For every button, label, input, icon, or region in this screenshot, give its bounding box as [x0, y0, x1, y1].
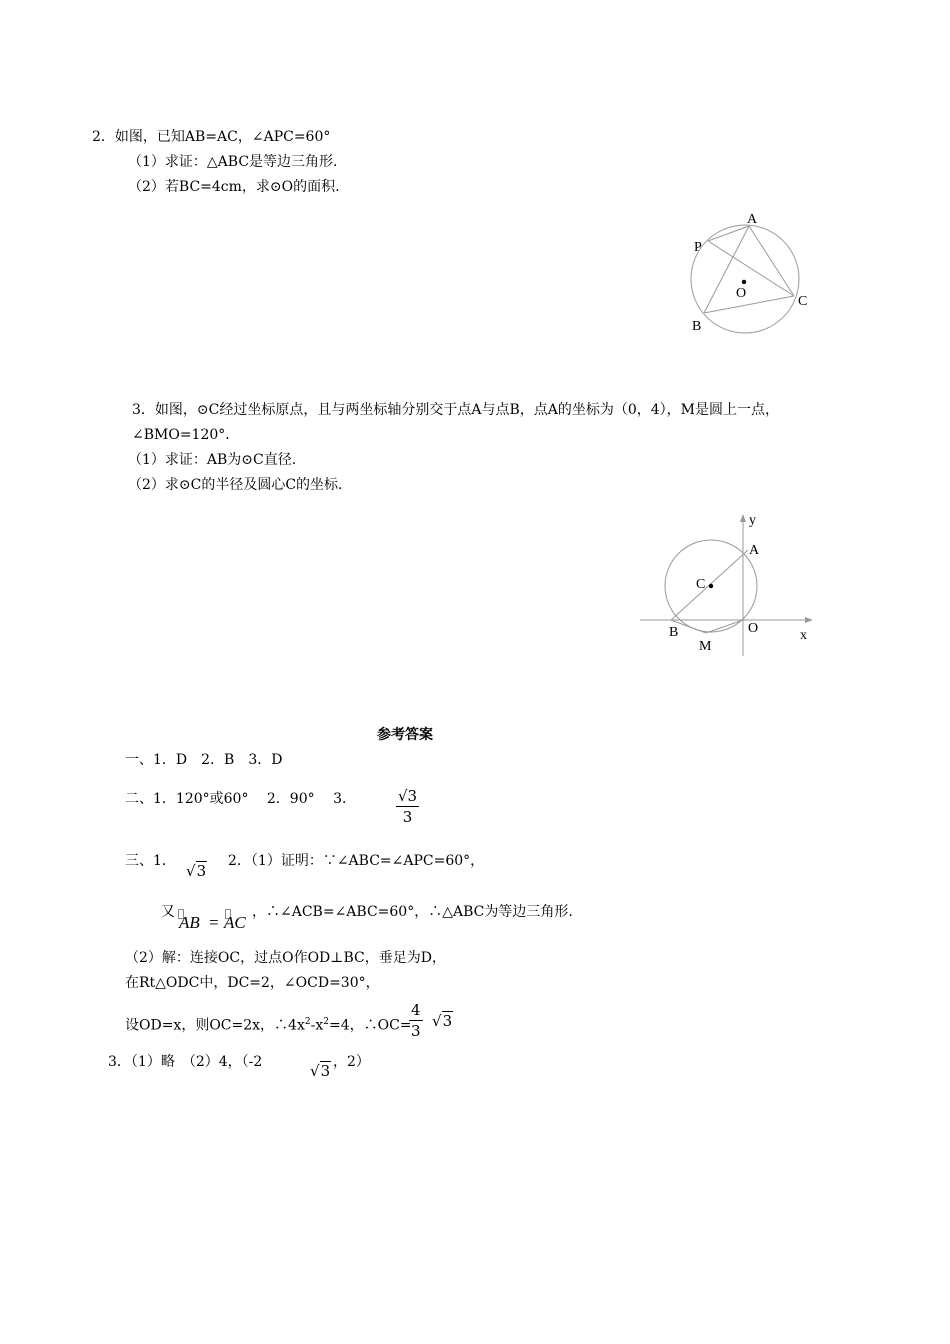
answer3-end: ，2）	[333, 1054, 370, 1070]
solution-line1: （2）解：连接OC，过点O作OD⊥BC，垂足为D，	[125, 950, 446, 966]
problem3-question2: （2）求⊙C的半径及圆心C的坐标.	[128, 477, 343, 493]
problem2-question2: （2）若BC=4cm，求⊙O的面积.	[128, 179, 340, 195]
fraction-numerator: √3	[398, 787, 418, 805]
chord-bc	[704, 296, 794, 313]
chord-ac	[749, 226, 794, 296]
solution-line3-pre: 设OD=x，则OC=2x，∴4x	[125, 1017, 305, 1034]
label-c: C	[798, 294, 808, 309]
problem2-question1: （1）求证：△ABC是等边三角形.	[128, 154, 338, 170]
problem3-title-cont: ∠BMO=120°．	[132, 427, 240, 443]
answer3-text: 3．（1）略 （2）4，（-2	[108, 1054, 263, 1070]
label-a: A	[747, 212, 758, 227]
problem3-title: 3．如图，⊙C经过坐标原点，且与两坐标轴分别交于点A与点B，点A的坐标为（0，4），M是圆上一点，	[132, 402, 780, 418]
solution-line3-post: =4，∴OC=	[328, 1017, 412, 1034]
answers-part3-proof: 2．（1）证明：∵∠ABC=∠APC=60°，	[228, 853, 485, 869]
fraction-sqrt3-over-3	[396, 786, 419, 827]
problem3-question1: （1）求证：AB为⊙C直径.	[128, 452, 297, 468]
proof-line-conclusion: ，∴∠ACB=∠ABC=60°，∴△ABC为等边三角形.	[252, 904, 573, 920]
problem2-title: 2．如图，已知AB=AC，∠APC=60°	[92, 129, 331, 145]
answers-part1: 一、1．D 2．B 3．D	[125, 752, 283, 768]
label-b: B	[669, 625, 679, 640]
fraction-numerator: 4	[411, 1001, 421, 1019]
label-x: x	[800, 628, 807, 643]
superscript-2a: 2	[304, 1017, 311, 1027]
problem2-figure	[680, 205, 820, 340]
x-axis-arrow	[805, 617, 813, 623]
superscript-2b: 2	[323, 1017, 329, 1027]
sqrt3-answer1: √3	[186, 862, 207, 880]
label-o: O	[736, 286, 747, 301]
center-c-dot	[709, 584, 713, 588]
label-o: O	[748, 621, 759, 636]
solution-line2: 在Rt△ODC中，DC=2，∠OCD=30°，	[125, 975, 380, 991]
proof-line-you: 又	[161, 904, 175, 920]
solution-line3	[125, 1012, 412, 1036]
label-b: B	[692, 319, 702, 334]
answers-part2: 二、1．120°或60° 2．90° 3．	[125, 791, 356, 807]
label-m: M	[699, 639, 712, 654]
arc-equals: =	[208, 913, 220, 932]
label-p: P	[694, 240, 702, 255]
label-a: A	[749, 543, 760, 558]
arc-ab: AB	[179, 913, 200, 932]
chord-pc	[708, 241, 794, 296]
fraction-denominator: 3	[402, 808, 413, 826]
radicand: 3	[196, 862, 207, 880]
sqrt3-oc: √3	[432, 1012, 453, 1030]
chord-mo	[706, 620, 743, 633]
radicand: 3	[320, 1062, 331, 1080]
answers-part3-prefix: 三、1．	[125, 853, 176, 869]
problem3-figure	[635, 508, 820, 658]
label-c: C	[696, 577, 706, 592]
sqrt3-coordinate: √3	[310, 1062, 331, 1080]
arc-ac: AC	[224, 913, 246, 932]
solution-line3-mid: -x	[310, 1017, 324, 1034]
radicand: 3	[442, 1012, 453, 1030]
fraction-4-over-3	[409, 1000, 423, 1041]
center-dot	[742, 280, 746, 284]
y-axis-arrow	[740, 514, 746, 522]
label-y: y	[749, 513, 756, 528]
answers-heading: 参考答案	[377, 727, 433, 743]
fraction-denominator: 3	[411, 1022, 421, 1040]
